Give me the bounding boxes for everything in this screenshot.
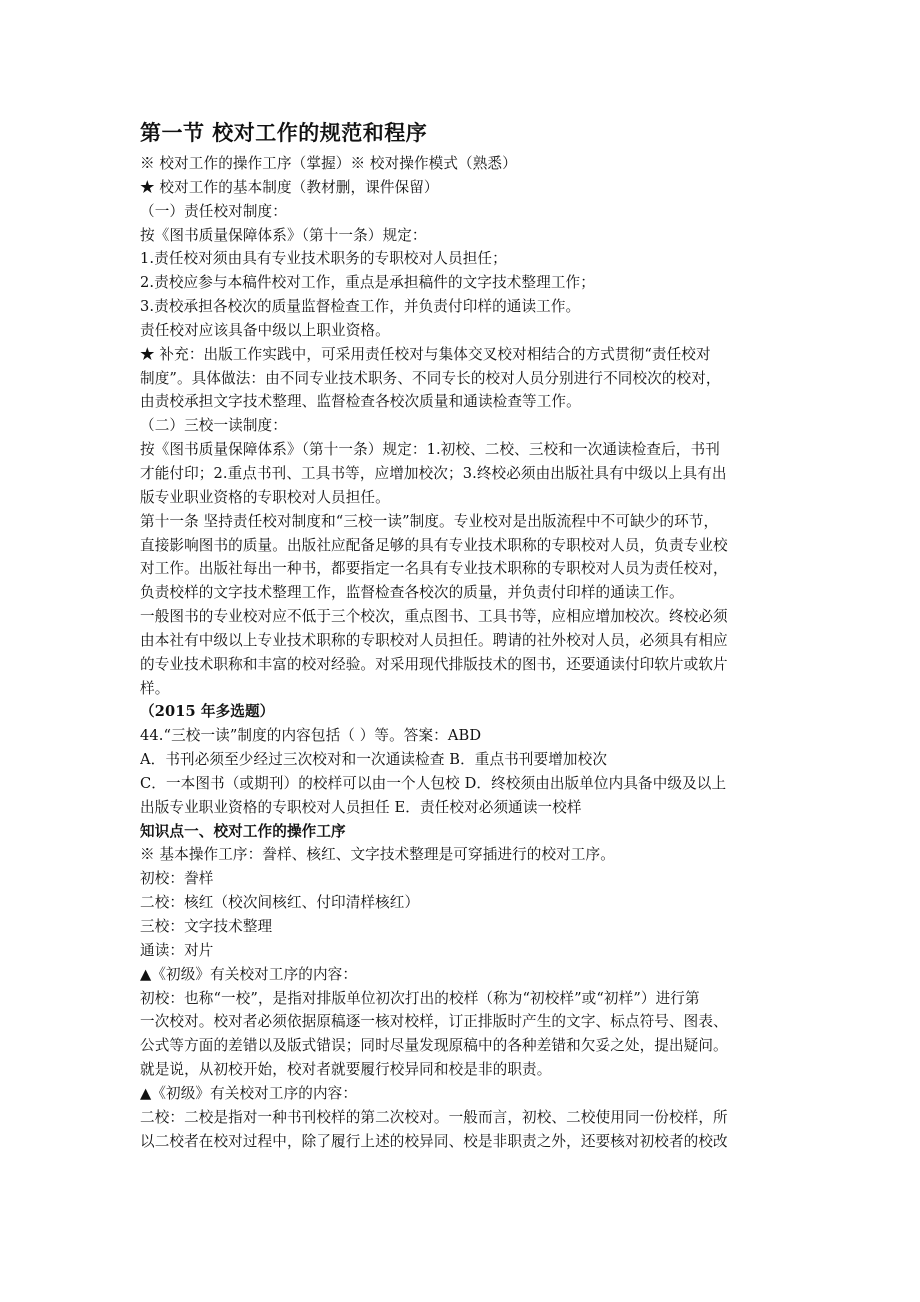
text-line: 一次校对。校对者必须依据原稿逐一核对校样，订正排版时产生的文字、标点符号、图表、 — [140, 1013, 728, 1031]
option-line: A．书刊必须至少经过三次校对和一次通读检查 B．重点书刊要增加校次 — [140, 751, 608, 769]
text-line: 按《图书质量保障体系》（第十一条）规定： — [140, 226, 427, 244]
text-line: 初校：誊样 — [140, 870, 214, 888]
text-line: 初校：也称“一校”，是指对排版单位初次打出的校样（称为“初校样”或“初样”）进行第 — [140, 989, 700, 1007]
text-line: ▲《初级》有关校对工序的内容： — [140, 1084, 358, 1102]
text-line: ▲《初级》有关校对工序的内容： — [140, 965, 358, 983]
text-line: 责任校对应该具备中级以上职业资格。 — [140, 321, 390, 339]
option-line: 出版专业职业资格的专职校对人员担任 E．责任校对必须通读一校样 — [140, 798, 582, 816]
text-line: ★ 补充：出版工作实践中，可采用责任校对与集体交叉校对相结合的方式贯彻“责任校对 — [140, 345, 711, 363]
text-line: 负责校样的文字技术整理工作，监督检查各校次的质量，并负责付印样的通读工作。 — [140, 584, 684, 602]
section-title: 第一节 校对工作的规范和程序 — [140, 120, 428, 145]
text-line: （一）责任校对制度： — [140, 202, 287, 220]
text-line: 1.责任校对须由具有专业技术职务的专职校对人员担任； — [140, 250, 507, 268]
text-line: 由责校承担文字技术整理、监督检查各校次质量和通读检查等工作。 — [140, 393, 581, 411]
knowledge-heading: 知识点一、校对工作的操作工序 — [140, 822, 346, 840]
text-line: 就是说，从初校开始，校对者就要履行校异同和校是非的职责。 — [140, 1061, 552, 1079]
text-line: 制度”。具体做法：由不同专业技术职务、不同专长的校对人员分别进行不同校次的校对， — [140, 369, 721, 387]
text-line: ★ 校对工作的基本制度（教材删，课件保留） — [140, 178, 439, 196]
text-line: 2.责校应参与本稿件校对工作，重点是承担稿件的文字技术整理工作； — [140, 274, 595, 292]
text-line: 二校：二校是指对一种书刊校样的第二次校对。一般而言，初校、二校使用同一份校样，所 — [140, 1108, 728, 1126]
text-line: 以二校者在校对过程中，除了履行上述的校异同、校是非职责之外，还要核对初校者的校改 — [140, 1132, 728, 1150]
text-line: 3.责校承担各校次的质量监督检查工作，并负责付印样的通读工作。 — [140, 298, 581, 316]
document-page — [140, 118, 790, 1153]
text-line: 由本社有中级以上专业技术职称的专职校对人员担任。聘请的社外校对人员，必须具有相应 — [140, 631, 728, 649]
text-line: 直接影响图书的质量。出版社应配备足够的具有专业技术职称的专职校对人员，负责专业校 — [140, 536, 728, 554]
text-line: 二校：核红（校次间核红、付印清样核红） — [140, 894, 420, 912]
text-line: 第十一条 坚持责任校对制度和“三校一读”制度。专业校对是出版流程中不可缺少的环节， — [140, 512, 719, 530]
text-line: ※ 基本操作工序：誊样、核红、文字技术整理是可穿插进行的校对工序。 — [140, 846, 615, 864]
text-line: 的专业技术职称和丰富的校对经验。对采用现代排版技术的图书，还要通读付印软片或软片 — [140, 655, 728, 673]
option-line: C．一本图书（或期刊）的校样可以由一个人包校 D．终校须由出版单位内具备中级及以上 — [140, 774, 727, 792]
text-line: 按《图书质量保障体系》（第十一条）规定：1.初校、二校、三校和一次通读检查后，书刊 — [140, 441, 720, 459]
text-line: 版专业职业资格的专职校对人员担任。 — [140, 488, 390, 506]
text-line: 才能付印；2.重点书刊、工具书等，应增加校次；3.终校必须由出版社具有中级以上具有出 — [140, 464, 727, 482]
text-line: （二）三校一读制度： — [140, 417, 287, 435]
text-line: 对工作。出版社每出一种书，都要指定一名具有专业技术职称的专职校对人员为责任校对， — [140, 560, 728, 578]
text-line: 三校：文字技术整理 — [140, 918, 273, 935]
text-line: 公式等方面的差错以及版式错误；同时尽量发现原稿中的各种差错和欠妥之处，提出疑问。 — [140, 1037, 728, 1055]
question-line: 44.“三校一读”制度的内容包括（ ）等。答案：ABD — [140, 727, 482, 745]
text-line: 样。 — [140, 679, 170, 697]
text-line: 一般图书的专业校对应不低于三个校次，重点图书、工具书等，应相应增加校次。终校必须 — [140, 608, 728, 626]
exam-heading: （2015 年多选题） — [140, 703, 275, 721]
text-line: 通读：对片 — [140, 941, 214, 959]
text-line: ※ 校对工作的操作工序（掌握）※ 校对操作模式（熟悉） — [140, 155, 517, 172]
